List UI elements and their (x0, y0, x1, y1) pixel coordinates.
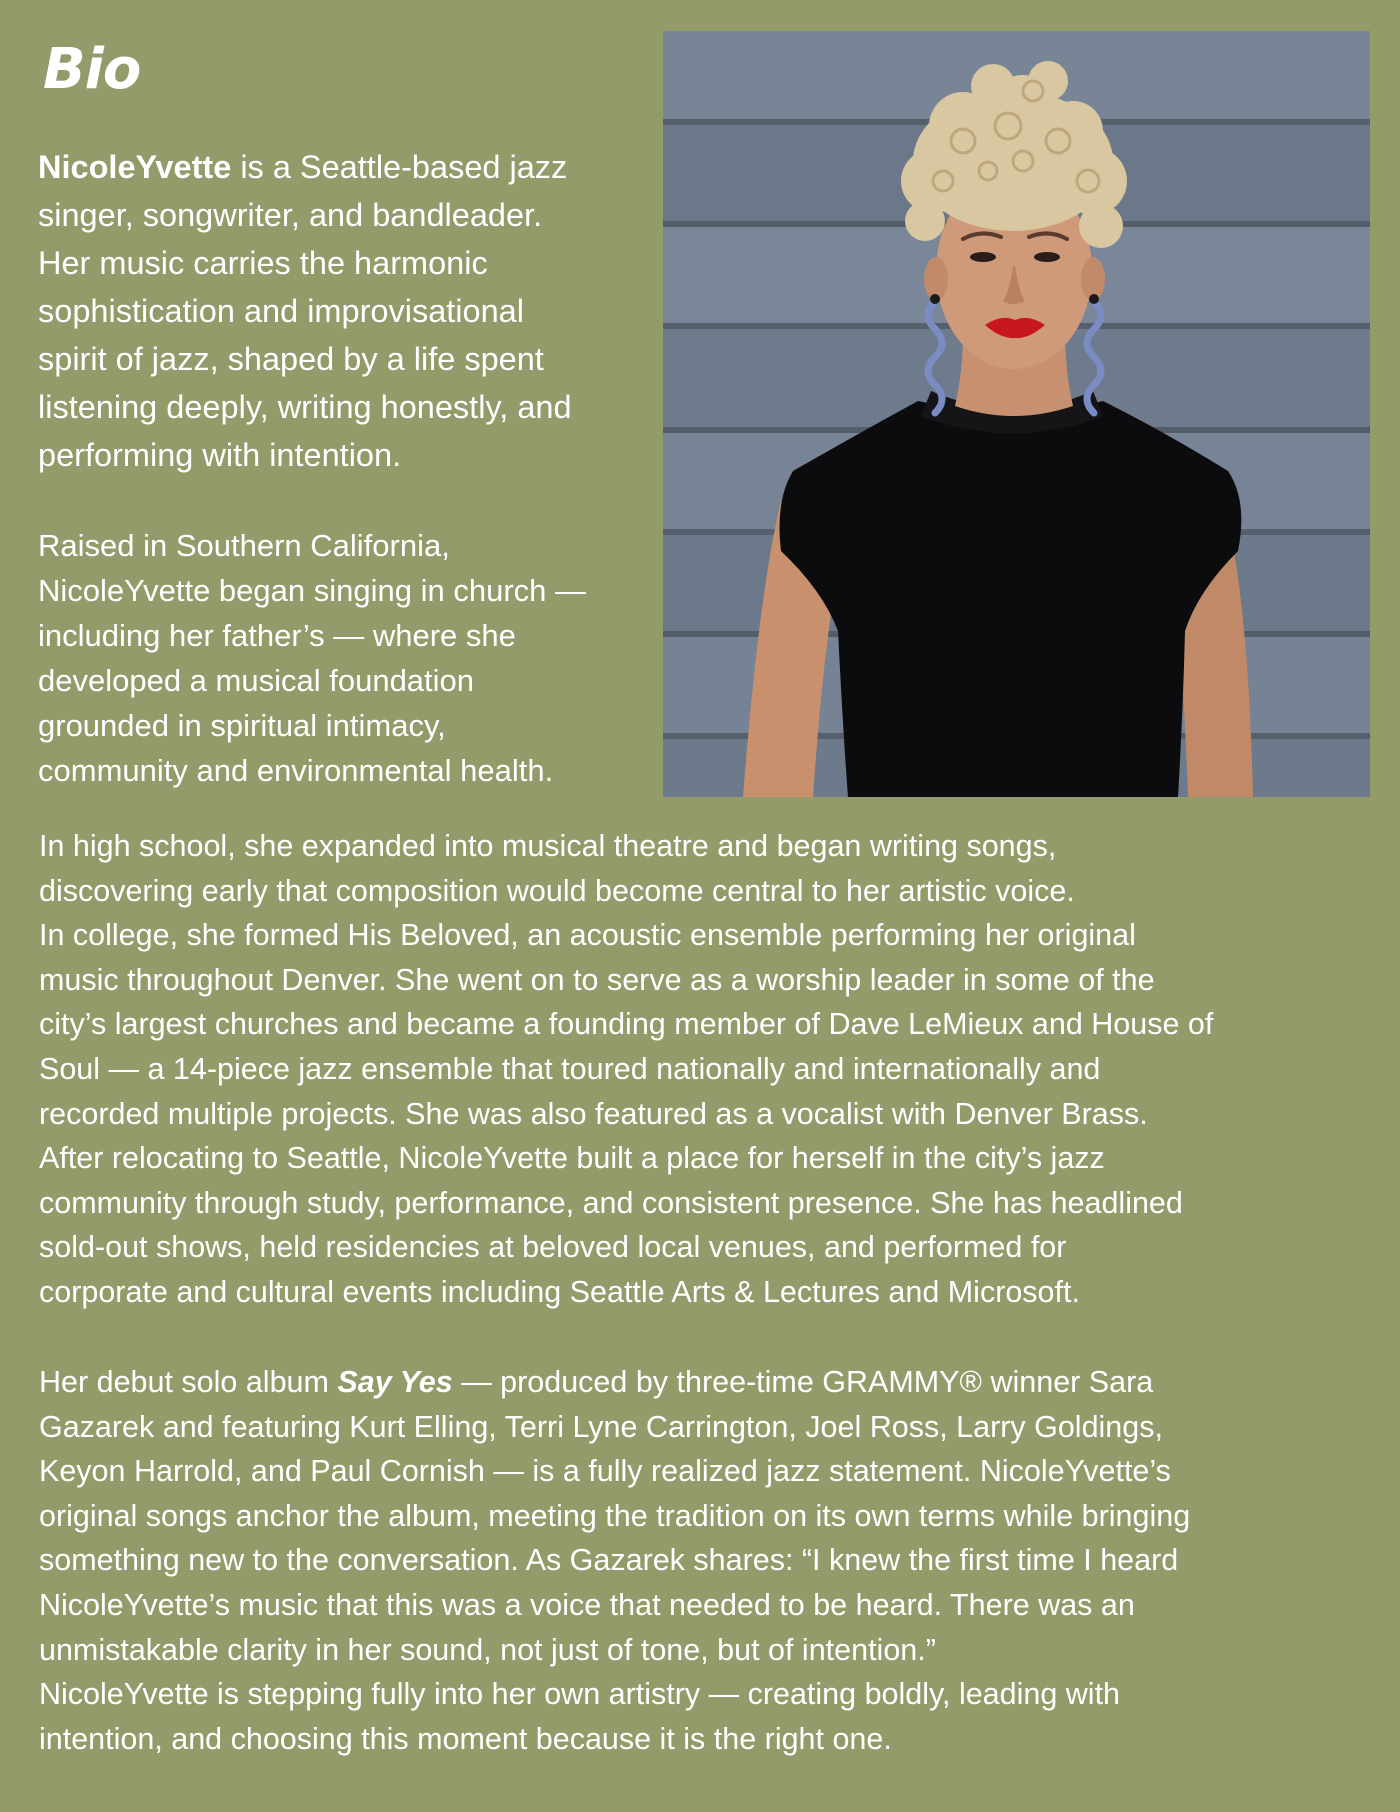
upbringing-line: grounded in spiritual intimacy, (38, 708, 446, 743)
career-line: community through study, performance, and consistent presence. She has headlined (39, 1185, 1183, 1220)
career-line: sold-out shows, held residencies at beloved local venues, and performed for (39, 1230, 1067, 1265)
page-title: Bio (43, 37, 141, 102)
album-line: NicoleYvette is stepping fully into her own artistry — creating boldly, leading with (39, 1677, 1121, 1712)
career-line: In college, she formed His Beloved, an acoustic ensemble performing her original (39, 918, 1136, 953)
upbringing-line: NicoleYvette began singing in church — (38, 573, 586, 608)
album-line: something new to the conversation. As Gazarek shares: “I knew the first time I heard (39, 1543, 1179, 1578)
portrait-illustration (663, 31, 1370, 797)
career-line: city’s largest churches and became a founding member of Dave LeMieux and House of (39, 1007, 1214, 1042)
intro-line: listening deeply, writing honestly, and (38, 389, 572, 425)
album-line: Gazarek and featuring Kurt Elling, Terri Lyne Carrington, Joel Ross, Larry Goldings, (39, 1409, 1163, 1444)
intro-line: sophistication and improvisational (38, 293, 524, 329)
career-line: recorded multiple projects. She was also featured as a vocalist with Denver Brass. (39, 1096, 1148, 1131)
career-line: In high school, she expanded into musical theatre and began writing songs, (39, 829, 1057, 863)
artist-portrait-photo (663, 31, 1370, 797)
intro-line: Her music carries the harmonic (38, 245, 488, 281)
album-paragraph (39, 1360, 1384, 1761)
intro-paragraph (38, 143, 663, 479)
album-line (39, 1360, 1384, 1405)
album-line: intention, and choosing this moment because it is the right one. (39, 1721, 892, 1756)
career-paragraph (39, 824, 1384, 1315)
album-line: original songs anchor the album, meeting the tradition on its own terms while bringing (39, 1498, 1191, 1533)
career-line: After relocating to Seattle, NicoleYvette built a place for herself in the city’s jazz (39, 1141, 1105, 1176)
upbringing-line: including her father’s — where she (38, 618, 516, 653)
album-line-end: — produced by three-time GRAMMY® winner Sara (452, 1365, 1154, 1399)
artist-name: NicoleYvette (38, 149, 232, 185)
upbringing-paragraph (38, 523, 663, 793)
album-line: unmistakable clarity in her sound, not just of tone, but of intention.” (39, 1632, 936, 1667)
album-line: NicoleYvette’s music that this was a voice that needed to be heard. There was an (39, 1587, 1135, 1622)
career-line: Soul — a 14-piece jazz ensemble that toured nationally and internationally and (39, 1051, 1101, 1086)
album-line: Keyon Harrold, and Paul Cornish — is a fully realized jazz statement. NicoleYvette’s (39, 1454, 1171, 1489)
album-line-start: Her debut solo album (39, 1365, 338, 1399)
intro-line: spirit of jazz, shaped by a life spent (38, 341, 544, 377)
career-line: discovering early that composition would become central to her artistic voice. (39, 873, 1075, 908)
upbringing-line: Raised in Southern California, (38, 528, 450, 563)
album-title: Say Yes (337, 1365, 453, 1399)
intro-line: singer, songwriter, and bandleader. (38, 197, 543, 233)
intro-line-rest: is a Seattle-based jazz (231, 149, 568, 185)
intro-line (38, 143, 663, 191)
upbringing-line: community and environmental health. (38, 753, 554, 788)
career-line: corporate and cultural events including Seattle Arts & Lectures and Microsoft. (39, 1274, 1080, 1309)
intro-line: performing with intention. (38, 437, 402, 473)
upbringing-line: developed a musical foundation (38, 663, 475, 698)
career-line: music throughout Denver. She went on to serve as a worship leader in some of the (39, 962, 1155, 997)
